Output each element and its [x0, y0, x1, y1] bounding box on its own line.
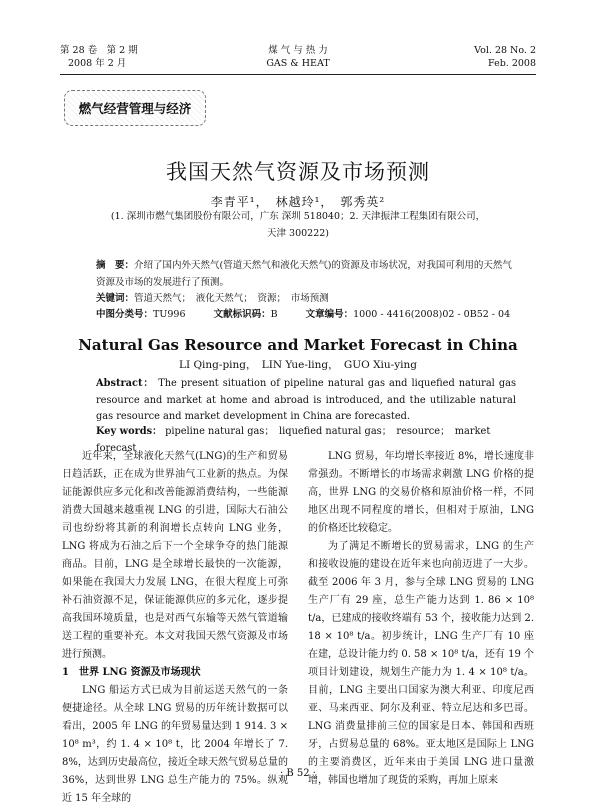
body-paragraph: 近年来，全球液化天然气(LNG)的生产和贸易日趋活跃，正在成为世界油气工业新的热点。为保证能源供应多元化和改善能源消费结构，一些能源消费大国越来越重视 LNG 的引进，国际大石油公司也纷纷将其新的利润增长点转向 LNG 业务，LNG 将成为石油之后下一个全球争夺的热门能源商品。目前，LNG 是全球增长最快的一次能源，如果能在我国大力发展 LNG，在很大程度上可弥补石油资源不足，保证能源供应的多元化，逐步提高我国环境质量，也是对西气东输等天然气管道输送工程的重要补充。本文对我国天然气资源及市场进行预测。 [62, 451, 288, 660]
page-number: · B 52 · [280, 768, 316, 779]
paper-title-zh: 我国天然气资源及市场预测 [166, 160, 430, 184]
abstract-en [96, 376, 516, 426]
authors-zh: 李青平¹， 林越玲¹， 郭秀英² [210, 195, 386, 209]
date-zh: 2008 年 2 月 [68, 58, 127, 69]
journal-name-en: GAS & HEAT [266, 58, 330, 69]
keywords-zh-text: 管道天然气； 液化天然气； 资源； 市场预测 [134, 293, 329, 304]
body-paragraph: LNG 贸易，年均增长率接近 8%，增长速度非常强劲。不断增长的市场需求刺激 LNG 价格的提高，世界 LNG 的交易价格和原油价格一样，不同地区出现不同程度的增长，但相对于原油，LNG 的价格还比较稳定。 [308, 451, 534, 534]
paper-title-en: Natural Gas Resource and Market Forecast in China [78, 336, 518, 354]
doc-code-label: 文献标识码： [213, 309, 271, 320]
keywords-zh [96, 291, 516, 308]
journal-name-zh: 煤 气 与 热 力 [268, 45, 328, 56]
abstract-en-text: The present situation of pipeline natural gas and liquefied natural gas resource and market at home and abroad is introduced, and the utilizable natural gas resource and market development in China are forecasted. [96, 378, 516, 422]
body-column-left [62, 448, 288, 808]
abstract-zh-text: 介绍了国内外天然气(管道天然气和液化天然气)的资源及市场状况，对我国可利用的天然气资源及市场的发展进行了预测。 [96, 260, 512, 288]
body-column-right [308, 448, 534, 790]
doc-code-value: B [270, 309, 278, 320]
volume-issue-en: Vol. 28 No. 2 [474, 45, 536, 56]
header-volume-en [474, 44, 536, 70]
keywords-en-text: pipeline natural gas； liquefied natural gas； resource； market forecast [96, 426, 491, 454]
keywords-en-label: Key words： [96, 426, 162, 437]
volume-issue-zh: 第 28 卷 第 2 期 [60, 45, 138, 56]
clc-label: 中图分类号： [96, 309, 154, 320]
header-divider [60, 74, 536, 75]
body-paragraph: LNG 船运方式已成为目前运送天然气的一条便捷途径。从全球 LNG 贸易的历年统计数据可以看出，2005 年 LNG 的年贸易量达到 1 914. 3 × 10⁸ m³，约 1. 4 × 10⁸ t，比 2004 年增长了 7. 8%，达到历史最高位，接近全球天然气贸易总量的 36%，达到世界 LNG 总生产能力的 75%。纵观近 15 年全球的 [62, 685, 288, 804]
affiliation-zh [70, 208, 526, 242]
authors-en: LI Qing-ping， LIN Yue-ling， GUO Xiu-ying [178, 359, 417, 371]
abstract-zh-label: 摘 要： [96, 260, 135, 271]
affiliation-line-2: 天津 300222) [267, 228, 329, 239]
affiliation-line-1: (1. 深圳市燃气集团股份有限公司，广东 深圳 518040；2. 天津振津工程集团有限公司， [110, 211, 486, 222]
clc-value: TU996 [153, 309, 186, 320]
article-number-value: 1000 - 4416(2008)02 - 0B52 - 04 [353, 309, 511, 320]
body-paragraph: 为了满足不断增长的贸易需求，LNG 的生产和接收设施的建设在近年来也向前迈进了一大步。截至 2006 年 3 月，参与全球 LNG 贸易的 LNG 生产厂有 29 座，总生产能力达到 1. 86 × 10⁸ t/a，已建成的接收终端有 53 个，接收能力达到 2. 18 × 10⁸ t/a。初步统计，LNG 生产厂有 10 座在建，总设计能力约 0. 58 × 10⁸ t/a，还有 19 个项目计划建设，规划生产能力为 1. 4 × 10⁸ t/a。目前，LNG 主要出口国家为澳大利亚、印度尼西亚、马来西亚、阿尔及利亚、特立尼达和多巴哥。LNG 消费量排前三位的国家是日本、韩国和西班牙，占贸易总量的 68%。亚太地区是国际上 LNG 的主要消费区，近年来由于美国 LNG 进口量激增，韩国也增加了现货的采购，再加上原来 [308, 541, 534, 786]
keywords-zh-label: 关键词： [96, 293, 135, 304]
section-heading-1: 1 世界 LNG 资源及市场现状 [62, 667, 201, 678]
section-label: 燃气经营管理与经济 [64, 90, 206, 126]
abstract-en-label: Abstract： [96, 378, 155, 389]
abstract-zh [96, 258, 516, 291]
classification-line [96, 307, 516, 324]
date-en: Feb. 2008 [488, 58, 536, 69]
article-number-label: 文章编号： [305, 309, 354, 320]
